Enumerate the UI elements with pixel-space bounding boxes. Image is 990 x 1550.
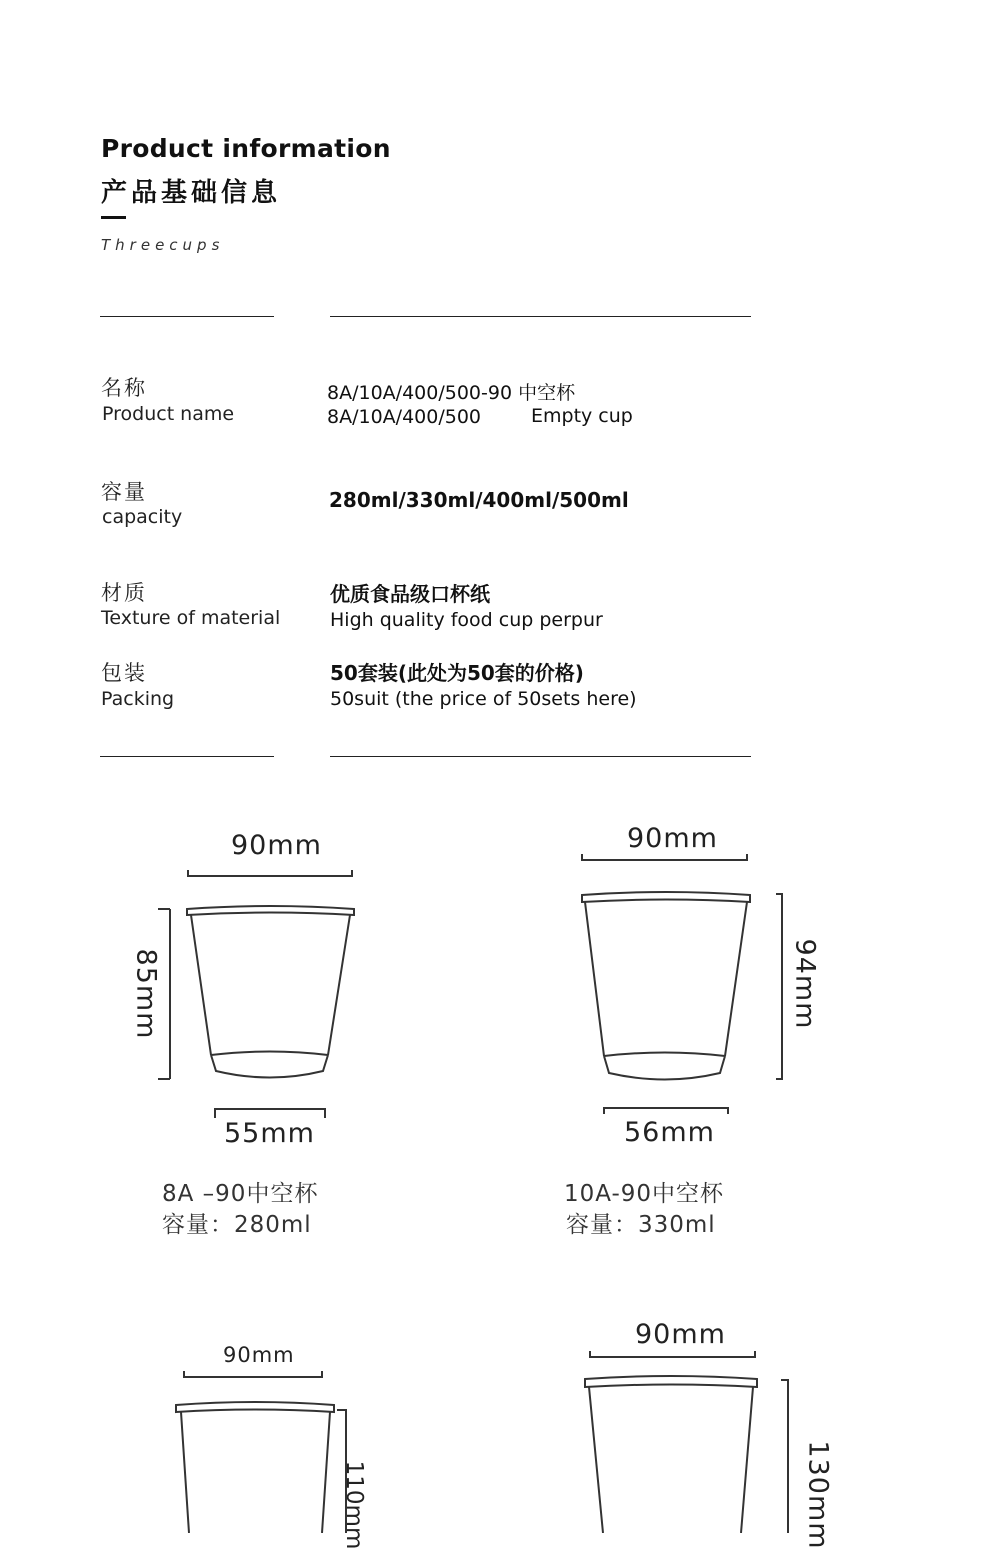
cup-10a-drawing [582, 854, 782, 1114]
cup-8a-height: 85mm [130, 948, 162, 1040]
cup-400-drawing [176, 1371, 346, 1533]
title-cn: 产品基础信息 [101, 178, 282, 208]
cup-8a-top-width: 90mm [231, 830, 322, 861]
material-label-cn: 材质 [101, 581, 147, 605]
name-value-code: 8A/10A/400/500 [327, 406, 481, 428]
cup-8a-capacity: 容量：280ml [162, 1212, 312, 1238]
capacity-label-en: capacity [102, 506, 183, 528]
cup-8a-drawing [158, 870, 354, 1118]
material-value-cn: 优质食品级口杯纸 [330, 582, 490, 606]
cup-10a-bottom-width: 56mm [624, 1117, 715, 1148]
packing-value-en: 50suit (the price of 50sets here) [330, 688, 637, 710]
cup-500-height: 130mm [802, 1440, 834, 1550]
name-value-line1: 8A/10A/400/500-90 中空杯 [327, 382, 576, 404]
material-value-en: High quality food cup perpur [330, 609, 603, 631]
packing-value-cn: 50套装(此处为50套的价格) [330, 661, 584, 685]
cup-8a-bottom-width: 55mm [224, 1118, 315, 1149]
cup-10a-capacity: 容量：330ml [566, 1212, 716, 1238]
cup-500-drawing [585, 1351, 788, 1533]
cup-10a-height: 94mm [789, 938, 821, 1030]
packing-label-cn: 包装 [101, 661, 147, 685]
cup-8a-model: 8A –90中空杯 [162, 1181, 319, 1207]
cup-10a-model: 10A-90中空杯 [564, 1181, 725, 1207]
material-label-en: Texture of material [101, 607, 281, 629]
cup-400-top-width: 90mm [223, 1343, 295, 1367]
name-label-cn: 名称 [101, 376, 147, 400]
cup-10a-top-width: 90mm [627, 823, 718, 854]
title-en: Product information [101, 134, 391, 163]
capacity-value: 280ml/330ml/400ml/500ml [329, 488, 629, 512]
cup-500-top-width: 90mm [635, 1319, 726, 1350]
capacity-label-cn: 容量 [101, 480, 147, 504]
packing-label-en: Packing [101, 688, 175, 710]
name-value-text: Empty cup [531, 405, 633, 427]
name-label-en: Product name [102, 403, 235, 425]
cup-400-height: 110mm [341, 1460, 367, 1550]
brand-name: Threecups [101, 236, 225, 254]
